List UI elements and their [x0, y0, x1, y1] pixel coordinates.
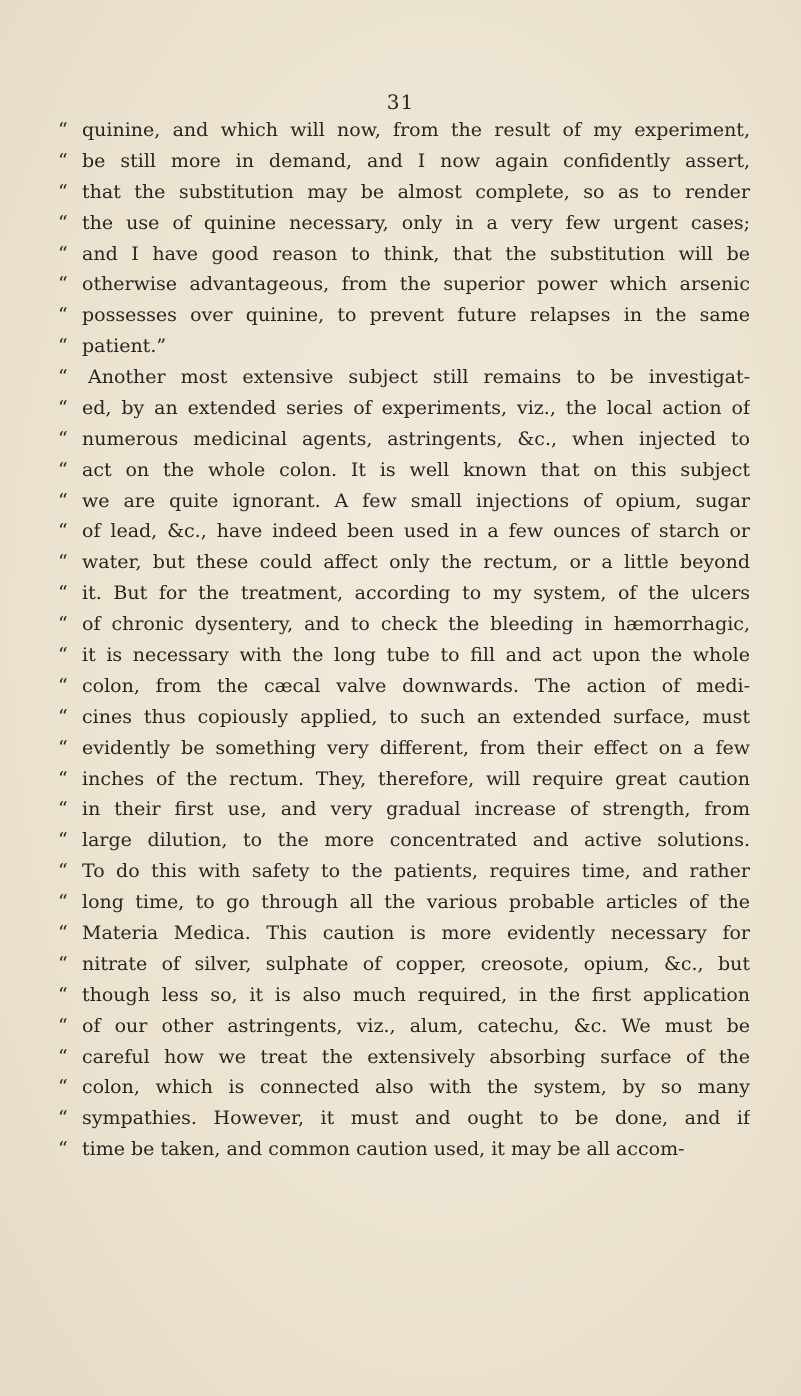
quote-mark: “: [58, 674, 68, 697]
quote-mark: “: [58, 1045, 68, 1068]
quote-mark: “: [58, 1014, 68, 1037]
quote-mark: “: [58, 489, 68, 512]
line-text: we are quite ignorant. A few small injections of opium, sugar: [82, 489, 750, 512]
text-line: [58, 119, 750, 150]
quote-mark: “: [58, 273, 68, 296]
quote-mark: “: [58, 613, 68, 636]
text-line: [58, 860, 750, 891]
quote-mark: “: [58, 952, 68, 975]
line-text: in their first use, and very gradual increase of strength, from: [82, 798, 750, 821]
quote-mark: “: [58, 211, 68, 234]
quote-mark: “: [58, 829, 68, 852]
quote-mark: “: [58, 582, 68, 605]
quote-mark: “: [58, 983, 68, 1006]
text-line: [58, 1107, 750, 1138]
line-text: and I have good reason to think, that the substitution will be: [82, 242, 750, 265]
line-text: nitrate of silver, sulphate of copper, creosote, opium, &c., but: [82, 952, 750, 975]
text-line: [58, 1138, 750, 1169]
line-text: To do this with safety to the patients, requires time, and rather: [82, 860, 750, 883]
text-line: [58, 644, 750, 675]
quote-mark: “: [58, 119, 68, 141]
line-text: inches of the rectum. They, therefore, will require great caution: [82, 767, 750, 790]
line-text: otherwise advantageous, from the superior power which arsenic: [82, 273, 750, 296]
text-line: [58, 243, 750, 274]
text-line: [58, 397, 750, 428]
text-line: [58, 1015, 750, 1046]
line-text: colon, which is connected also with the system, by so many: [82, 1076, 750, 1099]
line-text: quinine, and which will now, from the result of my experiment,: [82, 119, 750, 141]
text-line: [58, 922, 750, 953]
text-line: [58, 273, 750, 304]
quote-mark: “: [58, 304, 68, 327]
quote-mark: “: [58, 149, 68, 172]
text-line: [58, 798, 750, 829]
quote-mark: “: [58, 736, 68, 759]
text-line: [58, 366, 750, 397]
line-text: careful how we treat the extensively absorbing surface of the: [82, 1045, 750, 1068]
quote-mark: “: [58, 860, 68, 883]
text-line: [58, 706, 750, 737]
line-text: patient.”: [82, 335, 167, 358]
line-text: time be taken, and common caution used, it may be all accom-: [82, 1138, 685, 1161]
quote-mark: “: [58, 335, 68, 358]
text-line: [58, 304, 750, 335]
line-text: it. But for the treatment, according to my system, of the ulcers: [82, 582, 750, 605]
text-line: [58, 582, 750, 613]
text-line: [58, 953, 750, 984]
text-line: [58, 675, 750, 706]
line-text: the use of quinine necessary, only in a very few urgent cases;: [82, 211, 750, 234]
page-number: 31: [386, 90, 415, 114]
line-text: possesses over quinine, to prevent future relapses in the same: [82, 304, 750, 327]
text-line: [58, 428, 750, 459]
quote-mark: “: [58, 1138, 68, 1161]
line-text: long time, to go through all the various probable articles of the: [82, 891, 750, 914]
line-text: though less so, it is also much required, in the first application: [82, 983, 750, 1006]
quote-mark: “: [58, 644, 68, 667]
quote-mark: “: [58, 520, 68, 543]
line-text: act on the whole colon. It is well known that on this subject: [82, 458, 750, 481]
line-text: that the substitution may be almost complete, so as to render: [82, 180, 750, 203]
line-text: sympathies. However, it must and ought to be done, and if: [82, 1107, 750, 1130]
text-line: [58, 1046, 750, 1077]
quote-mark: “: [58, 366, 68, 388]
quote-mark: “: [58, 458, 68, 481]
quote-mark: “: [58, 551, 68, 574]
line-text: numerous medicinal agents, astringents, &c., when injected to: [82, 427, 750, 450]
text-line: [58, 551, 750, 582]
line-text: ed, by an extended series of experiments, viz., the local action of: [82, 396, 750, 419]
quote-mark: “: [58, 767, 68, 790]
line-text: of lead, &c., have indeed been used in a few ounces of starch or: [82, 520, 750, 543]
line-text: of chronic dysentery, and to check the bleeding in hæmorrhagic,: [82, 613, 750, 636]
quote-mark: “: [58, 1076, 68, 1099]
line-text: water, but these could affect only the rectum, or a little beyond: [82, 551, 750, 574]
quote-mark: “: [58, 705, 68, 728]
quote-mark: “: [58, 891, 68, 914]
line-text: of our other astringents, viz., alum, catechu, &c. We must be: [82, 1014, 750, 1037]
text-line: [58, 829, 750, 860]
line-text: be still more in demand, and I now again confidently assert,: [82, 149, 750, 172]
quote-mark: “: [58, 1107, 68, 1130]
quote-mark: “: [58, 242, 68, 265]
line-text: colon, from the cæcal valve downwards. The action of medi-: [82, 674, 750, 697]
text-line: [58, 181, 750, 212]
line-text: large dilution, to the more concentrated and active solutions.: [82, 829, 750, 852]
quote-mark: “: [58, 798, 68, 821]
text-line: [58, 737, 750, 768]
text-line: [58, 459, 750, 490]
text-line: [58, 891, 750, 922]
line-text: evidently be something very different, from their effect on a few: [82, 736, 750, 759]
paragraph-1: [58, 119, 750, 366]
text-line: [58, 490, 750, 521]
text-line: [58, 150, 750, 181]
line-text: cines thus copiously applied, to such an extended surface, must: [82, 705, 750, 728]
line-text: Materia Medica. This caution is more evidently necessary for: [82, 922, 750, 945]
text-line: [58, 984, 750, 1015]
text-line: [58, 1076, 750, 1107]
quote-mark: “: [58, 922, 68, 945]
quote-mark: “: [58, 180, 68, 203]
line-text: it is necessary with the long tube to fill and act upon the whole: [82, 644, 750, 667]
quote-mark: “: [58, 427, 68, 450]
paragraph-2: [58, 366, 750, 1169]
text-line: [58, 613, 750, 644]
line-text: Another most extensive subject still remains to be investigat-: [88, 366, 750, 388]
text-line: [58, 768, 750, 799]
text-line: [58, 212, 750, 243]
text-line: [58, 520, 750, 551]
text-line: [58, 335, 750, 366]
quote-mark: “: [58, 396, 68, 419]
